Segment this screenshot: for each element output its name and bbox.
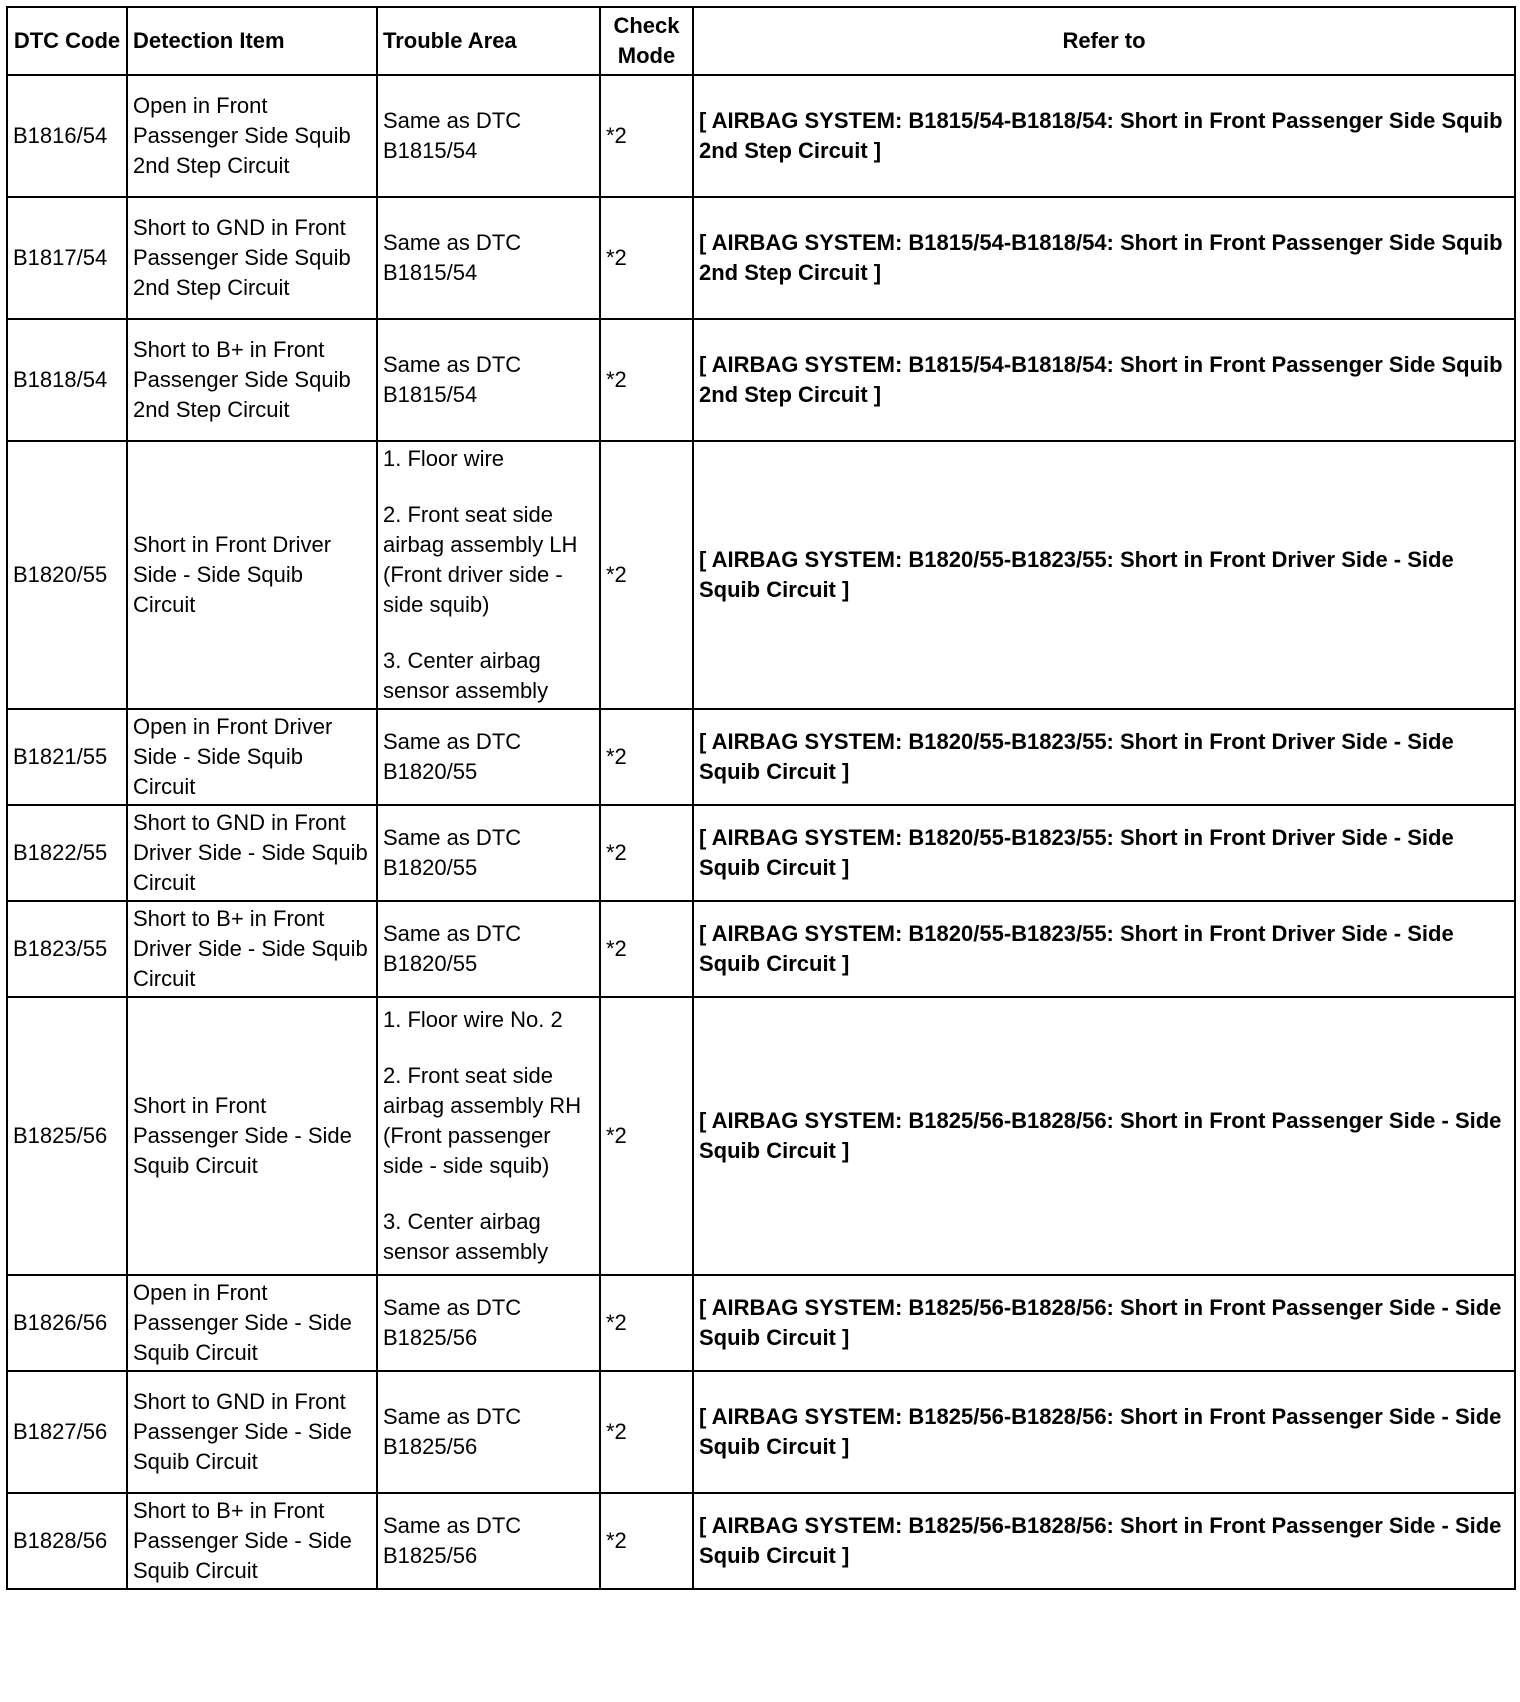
detection-item-cell: Short to B+ in Front Passenger Side Squib 2nd Step Circuit xyxy=(127,319,377,441)
dtc-code-cell: B1828/56 xyxy=(7,1493,127,1589)
detection-item-cell: Short to GND in Front Driver Side - Side Squib Circuit xyxy=(127,805,377,901)
dtc-code-cell: B1821/55 xyxy=(7,709,127,805)
trouble-area-item: Same as DTC B1825/56 xyxy=(383,1513,522,1568)
refer-to-cell xyxy=(693,805,1515,901)
trouble-area-item: Same as DTC B1815/54 xyxy=(383,108,522,163)
refer-to-cell xyxy=(693,1371,1515,1493)
check-mode-cell: *2 xyxy=(600,997,693,1275)
detection-item-cell: Open in Front Passenger Side - Side Squib Circuit xyxy=(127,1275,377,1371)
dtc-code-cell: B1820/55 xyxy=(7,441,127,709)
trouble-area-item: 2. Front seat side airbag assembly LH (Front driver side - side squib) xyxy=(383,502,578,617)
trouble-area-item: Same as DTC B1820/55 xyxy=(383,825,522,880)
refer-to-cell xyxy=(693,75,1515,197)
header-refer-to: Refer to xyxy=(693,7,1515,75)
trouble-area-item: 1. Floor wire xyxy=(383,446,505,471)
refer-to-link[interactable]: [ AIRBAG SYSTEM: B1820/55-B1823/55: Short in Front Driver Side - Side Squib Circuit ] xyxy=(699,921,1454,976)
refer-to-link[interactable]: [ AIRBAG SYSTEM: B1825/56-B1828/56: Short in Front Passenger Side - Side Squib Circuit ] xyxy=(699,1108,1502,1163)
trouble-area-item: 1. Floor wire No. 2 xyxy=(383,1007,563,1032)
trouble-area-cell xyxy=(377,75,600,197)
refer-to-cell xyxy=(693,997,1515,1275)
trouble-area-cell xyxy=(377,709,600,805)
refer-to-cell xyxy=(693,1493,1515,1589)
check-mode-cell: *2 xyxy=(600,1275,693,1371)
trouble-area-item: Same as DTC B1825/56 xyxy=(383,1295,522,1350)
header-dtc-code: DTC Code xyxy=(7,7,127,75)
trouble-area-item: Same as DTC B1825/56 xyxy=(383,1404,522,1459)
header-detection-item: Detection Item xyxy=(127,7,377,75)
check-mode-cell: *2 xyxy=(600,197,693,319)
table-row xyxy=(7,997,1515,1275)
dtc-code-cell: B1825/56 xyxy=(7,997,127,1275)
table-row xyxy=(7,319,1515,441)
check-mode-cell: *2 xyxy=(600,319,693,441)
trouble-area-item: Same as DTC B1815/54 xyxy=(383,352,522,407)
trouble-area-cell xyxy=(377,197,600,319)
table-row xyxy=(7,805,1515,901)
check-mode-cell: *2 xyxy=(600,709,693,805)
detection-item-cell: Short in Front Driver Side - Side Squib Circuit xyxy=(127,441,377,709)
detection-item-cell: Short to B+ in Front Driver Side - Side Squib Circuit xyxy=(127,901,377,997)
check-mode-cell: *2 xyxy=(600,1371,693,1493)
trouble-area-item: 3. Center airbag sensor assembly xyxy=(383,648,549,703)
header-row xyxy=(7,7,1515,75)
check-mode-cell: *2 xyxy=(600,1493,693,1589)
header-trouble-area: Trouble Area xyxy=(377,7,600,75)
detection-item-cell: Short in Front Passenger Side - Side Squib Circuit xyxy=(127,997,377,1275)
table-row xyxy=(7,1371,1515,1493)
refer-to-cell xyxy=(693,319,1515,441)
table-row xyxy=(7,1493,1515,1589)
refer-to-link[interactable]: [ AIRBAG SYSTEM: B1815/54-B1818/54: Short in Front Passenger Side Squib 2nd Step Circuit ] xyxy=(699,108,1503,163)
header-check-mode: Check Mode xyxy=(600,7,693,75)
table-row xyxy=(7,709,1515,805)
trouble-area-cell xyxy=(377,1371,600,1493)
dtc-code-cell: B1817/54 xyxy=(7,197,127,319)
refer-to-link[interactable]: [ AIRBAG SYSTEM: B1825/56-B1828/56: Short in Front Passenger Side - Side Squib Circuit ] xyxy=(699,1513,1502,1568)
detection-item-cell: Short to B+ in Front Passenger Side - Side Squib Circuit xyxy=(127,1493,377,1589)
trouble-area-cell xyxy=(377,441,600,709)
trouble-area-item: 3. Center airbag sensor assembly xyxy=(383,1209,549,1264)
table-row xyxy=(7,197,1515,319)
trouble-area-item: Same as DTC B1820/55 xyxy=(383,729,522,784)
refer-to-cell xyxy=(693,1275,1515,1371)
table-row xyxy=(7,75,1515,197)
trouble-area-cell xyxy=(377,997,600,1275)
detection-item-cell: Open in Front Driver Side - Side Squib Circuit xyxy=(127,709,377,805)
dtc-code-cell: B1823/55 xyxy=(7,901,127,997)
refer-to-cell xyxy=(693,441,1515,709)
trouble-area-item: Same as DTC B1820/55 xyxy=(383,921,522,976)
refer-to-link[interactable]: [ AIRBAG SYSTEM: B1820/55-B1823/55: Short in Front Driver Side - Side Squib Circuit ] xyxy=(699,729,1454,784)
detection-item-cell: Open in Front Passenger Side Squib 2nd Step Circuit xyxy=(127,75,377,197)
refer-to-cell xyxy=(693,197,1515,319)
check-mode-cell: *2 xyxy=(600,901,693,997)
trouble-area-cell xyxy=(377,319,600,441)
refer-to-cell xyxy=(693,901,1515,997)
table-row xyxy=(7,1275,1515,1371)
dtc-code-cell: B1818/54 xyxy=(7,319,127,441)
dtc-code-cell: B1827/56 xyxy=(7,1371,127,1493)
dtc-code-cell: B1822/55 xyxy=(7,805,127,901)
detection-item-cell: Short to GND in Front Passenger Side - Side Squib Circuit xyxy=(127,1371,377,1493)
refer-to-link[interactable]: [ AIRBAG SYSTEM: B1825/56-B1828/56: Short in Front Passenger Side - Side Squib Circuit ] xyxy=(699,1404,1502,1459)
refer-to-cell xyxy=(693,709,1515,805)
trouble-area-cell xyxy=(377,901,600,997)
refer-to-link[interactable]: [ AIRBAG SYSTEM: B1815/54-B1818/54: Short in Front Passenger Side Squib 2nd Step Circuit ] xyxy=(699,352,1503,407)
detection-item-cell: Short to GND in Front Passenger Side Squib 2nd Step Circuit xyxy=(127,197,377,319)
trouble-area-item: Same as DTC B1815/54 xyxy=(383,230,522,285)
refer-to-link[interactable]: [ AIRBAG SYSTEM: B1815/54-B1818/54: Short in Front Passenger Side Squib 2nd Step Circuit ] xyxy=(699,230,1503,285)
trouble-area-cell xyxy=(377,1493,600,1589)
trouble-area-item: 2. Front seat side airbag assembly RH (Front passenger side - side squib) xyxy=(383,1063,582,1178)
refer-to-link[interactable]: [ AIRBAG SYSTEM: B1820/55-B1823/55: Short in Front Driver Side - Side Squib Circuit ] xyxy=(699,825,1454,880)
check-mode-cell: *2 xyxy=(600,75,693,197)
table-row xyxy=(7,901,1515,997)
dtc-code-cell: B1816/54 xyxy=(7,75,127,197)
table-row xyxy=(7,441,1515,709)
check-mode-cell: *2 xyxy=(600,441,693,709)
refer-to-link[interactable]: [ AIRBAG SYSTEM: B1820/55-B1823/55: Short in Front Driver Side - Side Squib Circuit ] xyxy=(699,547,1454,602)
dtc-table xyxy=(6,6,1516,1590)
trouble-area-cell xyxy=(377,805,600,901)
check-mode-cell: *2 xyxy=(600,805,693,901)
refer-to-link[interactable]: [ AIRBAG SYSTEM: B1825/56-B1828/56: Short in Front Passenger Side - Side Squib Circuit ] xyxy=(699,1295,1502,1350)
table-body xyxy=(7,75,1515,1589)
trouble-area-cell xyxy=(377,1275,600,1371)
dtc-code-cell: B1826/56 xyxy=(7,1275,127,1371)
